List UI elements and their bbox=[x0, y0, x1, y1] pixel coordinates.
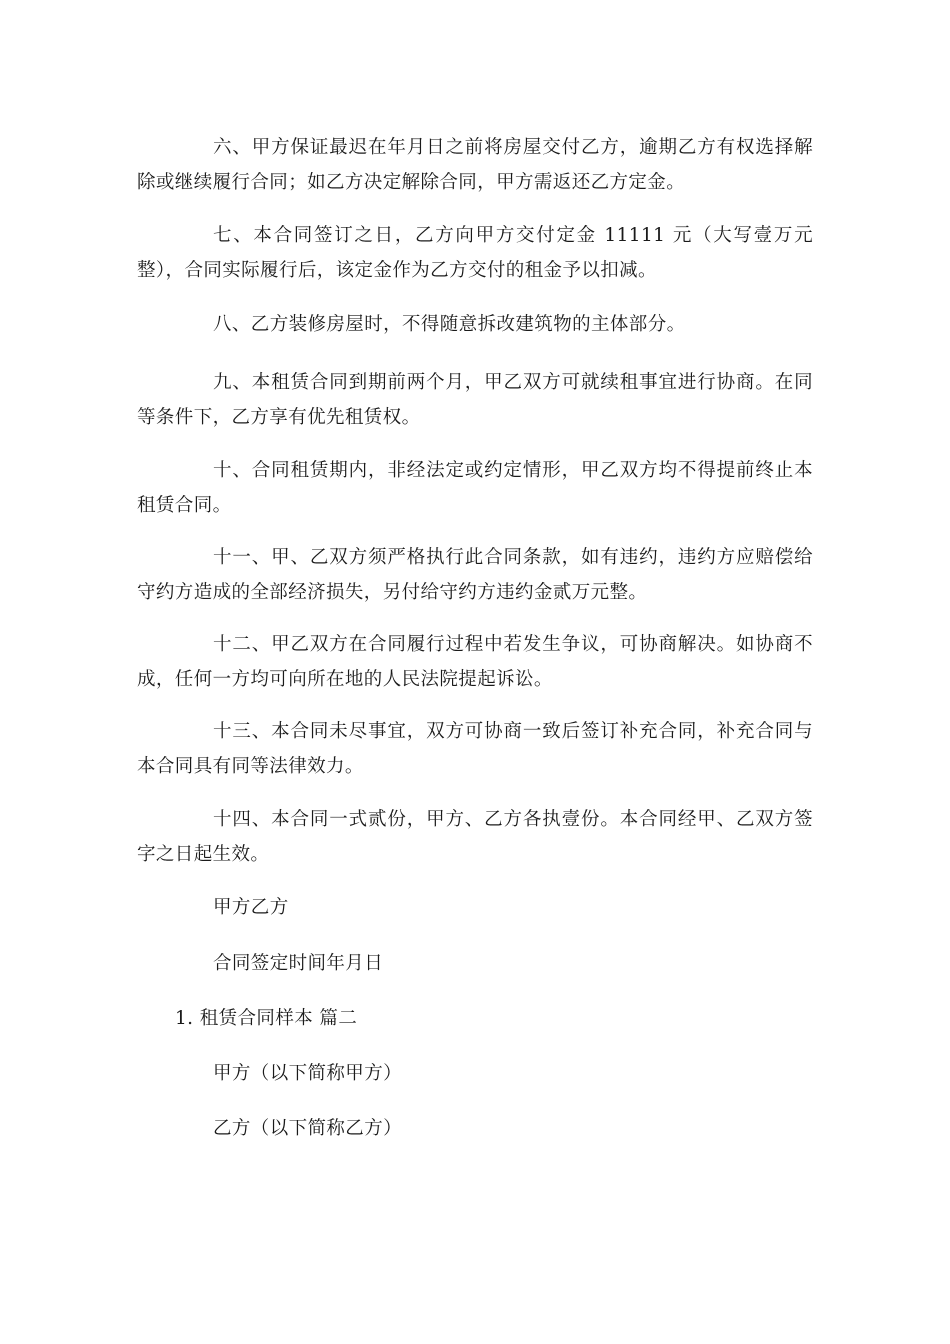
clause-10: 十、合同租赁期内，非经法定或约定情形，甲乙双方均不得提前终止本租赁合同。 bbox=[137, 460, 813, 516]
section-heading: 1. 租赁合同样本 篇二 bbox=[175, 1008, 358, 1029]
clause-6: 六、甲方保证最迟在年月日之前将房屋交付乙方，逾期乙方有权选择解除或继续履行合同；如乙方决定解除合同，甲方需返还乙方定金。 bbox=[137, 137, 813, 193]
clause-14: 十四、本合同一式贰份，甲方、乙方各执壹份。本合同经甲、乙双方签字之日起生效。 bbox=[137, 809, 813, 865]
party-a-line: 甲方（以下简称甲方） bbox=[213, 1063, 403, 1084]
clause-11: 十一、甲、乙双方须严格执行此合同条款，如有违约，违约方应赔偿给守约方造成的全部经济损失，另付给守约方违约金贰万元整。 bbox=[137, 547, 813, 603]
clause-7: 七、本合同签订之日，乙方向甲方交付定金 11111 元（大写壹万元整），合同实际履行后，该定金作为乙方交付的租金予以扣减。 bbox=[137, 225, 813, 281]
clause-12: 十二、甲乙双方在合同履行过程中若发生争议，可协商解决。如协商不成，任何一方均可向所在地的人民法院提起诉讼。 bbox=[137, 634, 813, 690]
party-b-line: 乙方（以下简称乙方） bbox=[213, 1118, 403, 1139]
clause-8: 八、乙方装修房屋时，不得随意拆改建筑物的主体部分。 bbox=[213, 314, 686, 335]
clause-13: 十三、本合同未尽事宜，双方可协商一致后签订补充合同，补充合同与本合同具有同等法律效力。 bbox=[137, 721, 813, 777]
signature-line: 甲方乙方 bbox=[213, 897, 289, 918]
sign-date-line: 合同签定时间年月日 bbox=[213, 953, 384, 974]
clause-9: 九、本租赁合同到期前两个月，甲乙双方可就续租事宜进行协商。在同等条件下，乙方享有优先租赁权。 bbox=[137, 372, 813, 428]
